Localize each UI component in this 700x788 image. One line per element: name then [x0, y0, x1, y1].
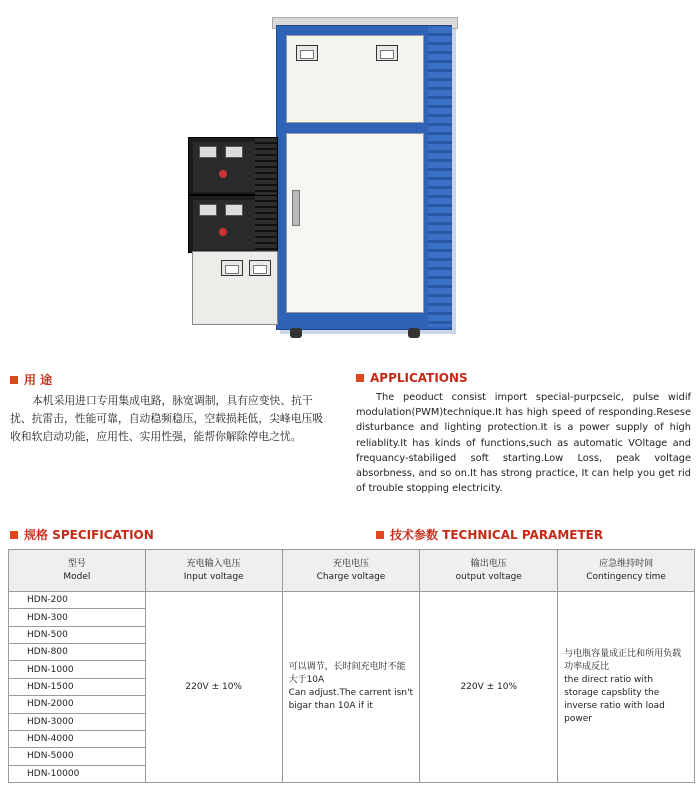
input-voltage-cell: 220V ± 10% — [145, 592, 282, 783]
applications-title: APPLICATIONS — [370, 371, 468, 385]
applications-heading — [356, 371, 468, 385]
header-charge-voltage: 充电电压 Charge voltage — [282, 550, 420, 592]
model-cell: HDN-5000 — [9, 748, 146, 765]
model-cell: HDN-3000 — [9, 713, 146, 730]
spec-title: 规格 SPECIFICATION — [24, 528, 154, 542]
usage-title: 用 途 — [24, 373, 53, 387]
meter-icon — [376, 45, 398, 61]
model-cell: HDN-2000 — [9, 696, 146, 713]
model-cell: HDN-10000 — [9, 765, 146, 782]
model-cell: HDN-4000 — [9, 730, 146, 747]
contingency-cell: 与电瓶容量成正比和所用负载功率成反比 the direct ratio with storage capsblity the inverse ratio with load power — [558, 592, 695, 783]
table-row — [9, 592, 695, 609]
wheel-icon — [408, 328, 420, 338]
spec-heading — [10, 526, 154, 543]
output-voltage-cell: 220V ± 10% — [420, 592, 558, 783]
model-cell: HDN-500 — [9, 626, 146, 643]
small-unit — [188, 137, 278, 195]
tech-title: 技术参数 TECHNICAL PARAMETER — [390, 528, 604, 542]
model-cell: HDN-200 — [9, 592, 146, 609]
tech-heading — [376, 526, 603, 543]
bullet-square-icon — [356, 374, 364, 382]
header-input-voltage: 充电输入电压 Input voltage — [145, 550, 282, 592]
usage-heading — [10, 371, 52, 388]
applications-text: The peoduct consist import special-purpcseic, pulse widif modulation(PWM)technique.It has high speed of responding.Resese disturbance and lighting protection.It is a power supply of high reliablity.It has kinds of functions,such as automatic VOltage and frequancy-stabiliged soft starting.Low Loss, peak voltage absorbness, and so on.It has strong practice, It can help you get rid of trouble stopping electricity. — [356, 392, 691, 495]
table-header-row — [9, 550, 695, 592]
bullet-square-icon — [10, 531, 18, 539]
model-cell: HDN-1000 — [9, 661, 146, 678]
spec-table — [8, 549, 695, 783]
model-cell: HDN-300 — [9, 609, 146, 626]
bullet-square-icon — [10, 376, 18, 384]
cabinet-vent — [428, 27, 452, 327]
header-contingency-time: 应急维持时间 Contingency time — [558, 550, 695, 592]
usage-text: 本机采用进口专用集成电路，脉宽调制，具有应变快、抗干扰、抗雷击，性能可靠，自动稳频稳压，空载损耗低，尖峰电压吸收和软启动功能，应用性、实用性强，能帮你解除停电之忧。 — [10, 394, 324, 443]
header-model: 型号 Model — [9, 550, 146, 592]
charge-voltage-cell: 可以调节，长时间充电时不能大于10A Can adjust.The carrent isn't bigar than 10A if it — [282, 592, 420, 783]
meter-icon — [296, 45, 318, 61]
model-cell: HDN-1500 — [9, 678, 146, 695]
door-handle — [292, 190, 300, 226]
cabinet-door — [286, 133, 424, 313]
meter-icon — [221, 260, 243, 276]
bullet-square-icon — [376, 531, 384, 539]
meter-icon — [249, 260, 271, 276]
wheel-icon — [290, 328, 302, 338]
model-cell: HDN-800 — [9, 644, 146, 661]
base-unit — [192, 251, 278, 325]
product-photo — [180, 5, 470, 340]
header-output-voltage: 输出电压 output voltage — [420, 550, 558, 592]
small-unit — [188, 195, 278, 253]
